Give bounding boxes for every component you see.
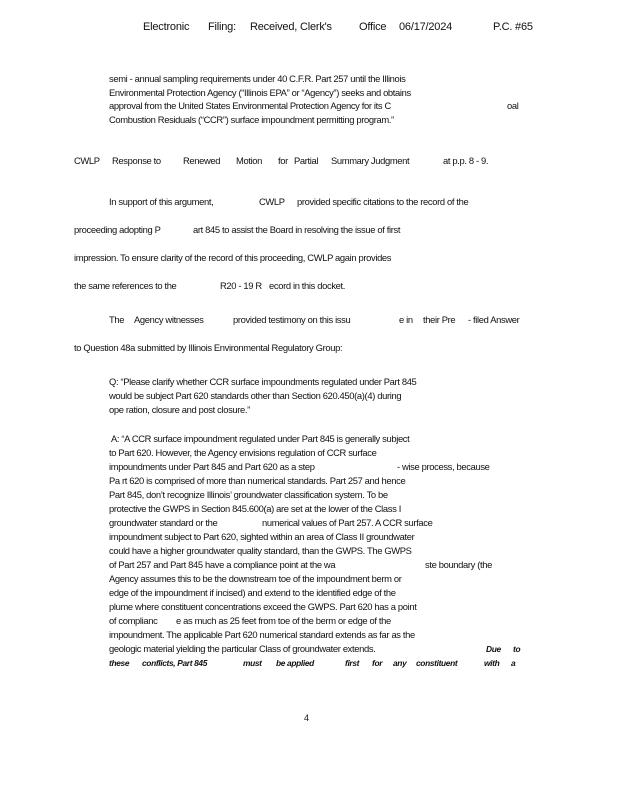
para2-text: - filed Answer	[468, 314, 520, 325]
question-line: ope ration, closure and post closure.”	[109, 404, 250, 415]
answer-line: impoundments under Part 845 and Part 620 as a step	[109, 461, 315, 472]
para1-text: art 845 to assist the Board in resolving the issue of first	[193, 224, 401, 235]
answer-line: impoundment. The applicable Part 620 numerical standard extends as far as the	[109, 629, 415, 640]
para1-text: R20 - 19 R	[220, 280, 262, 291]
answer-word: be applied	[276, 658, 314, 668]
answer-line: Pa rt 620 is comprised of more than numerical standards. Part 257 and hence	[109, 475, 406, 486]
answer-line: of complianc	[109, 615, 158, 626]
header-received: Received, Clerk's	[250, 21, 332, 33]
question-line: would be subject Part 620 standards other than Section 620.450(a)(4) during	[109, 390, 402, 401]
answer-line: e as much as 25 feet from toe of the berm or edge of the	[176, 615, 391, 626]
para1-text: proceeding adopting P	[74, 224, 161, 235]
answer-line: impoundment subject to Part 620, sighted within an area of Class II groundwater	[109, 531, 415, 542]
quote1-line: approval from the United States Environmental Protection Agency for its C	[109, 100, 391, 111]
para2-text: e in	[399, 314, 413, 325]
para1-text: CWLP	[259, 196, 285, 207]
quote1-line: oal	[507, 100, 519, 111]
quote1-line: semi - annual sampling requirements under 40 C.F.R. Part 257 until the Illinois	[109, 73, 406, 84]
question-line: Q: “Please clarify whether CCR surface impoundments regulated under Part 845	[109, 376, 417, 387]
cite-word: Partial	[294, 155, 319, 166]
answer-word: for	[372, 658, 383, 668]
para1-text: ecord in this docket.	[269, 280, 346, 291]
answer-line: A: “A CCR surface impoundment regulated under Part 845 is generally subject	[111, 433, 410, 444]
header-filing: Filing:	[208, 21, 236, 33]
answer-line: Agency assumes this to be the downstream toe of the impoundment berm or	[109, 573, 402, 584]
answer-line: protective the GWPS in Section 845.600(a) are set at the lower of the Class I	[109, 503, 401, 514]
answer-word: any	[393, 658, 407, 668]
answer-line: Due	[486, 644, 501, 654]
answer-line: to Part 620. However, the Agency envisions regulation of CCR surface	[109, 447, 377, 458]
cite-word: Renewed	[183, 155, 221, 166]
header-date: 06/17/2024	[399, 21, 453, 33]
para2-text: to Question 48a submitted by Illinois Environmental Regulatory Group:	[74, 342, 343, 353]
answer-word: constituent	[416, 658, 458, 668]
answer-line: groundwater standard or the	[109, 517, 218, 528]
cite-word: CWLP	[74, 155, 100, 166]
answer-word: conflicts, Part 845	[142, 658, 208, 668]
answer-line: could have a higher groundwater quality standard, than the GWPS. The GWPS	[109, 545, 412, 556]
para2-text: provided testimony on this issu	[233, 314, 351, 325]
header-pc-number: P.C. #65	[493, 21, 533, 33]
quote1-line: Combustion Residuals (“CCR”) surface impoundment permitting program.”	[109, 114, 394, 125]
quote1-line: Environmental Protection Agency (“Illinois EPA” or “Agency”) seeks and obtains	[109, 87, 411, 98]
answer-line: numerical values of Part 257. A CCR surface	[262, 517, 433, 528]
answer-word: with	[484, 658, 500, 668]
cite-word: for	[278, 155, 288, 166]
para2-text: The	[109, 314, 125, 325]
cite-word: Motion	[236, 155, 263, 166]
para2-text: Agency witnesses	[134, 314, 204, 325]
page-number: 4	[304, 713, 310, 723]
answer-line: to	[513, 644, 521, 654]
header-electronic: Electronic	[143, 21, 190, 33]
cite-word: Response to	[112, 155, 161, 166]
answer-word: first	[345, 658, 360, 668]
answer-line: ste boundary (the	[425, 559, 493, 570]
answer-line: - wise process, because	[397, 461, 490, 472]
cite-word: Summary Judgment	[331, 155, 410, 166]
para1-text: provided specific citations to the record of the	[297, 196, 469, 207]
para1-text: impression. To ensure clarity of the record of this proceeding, CWLP again provides	[74, 252, 392, 263]
cite-word: at p.p. 8 - 9.	[443, 155, 489, 166]
answer-word: a	[511, 658, 516, 668]
para2-text: their Pre	[423, 314, 456, 325]
header-office: Office	[359, 21, 387, 33]
answer-word: must	[243, 658, 262, 668]
answer-line: of Part 257 and Part 845 have a compliance point at the wa	[109, 559, 336, 570]
answer-line: geologic material yielding the particular Class of groundwater extends.	[109, 643, 376, 654]
answer-word: these	[109, 658, 130, 668]
answer-line: Part 845, don’t recognize Illinois’ groundwater classification system. To be	[109, 489, 388, 500]
answer-line: edge of the impoundment if incised) and extend to the identified edge of the	[109, 587, 396, 598]
para1-text: the same references to the	[74, 280, 177, 291]
answer-line: plume where constituent concentrations exceed the GWPS. Part 620 has a point	[109, 601, 417, 612]
para1-text: In support of this argument,	[109, 196, 214, 207]
